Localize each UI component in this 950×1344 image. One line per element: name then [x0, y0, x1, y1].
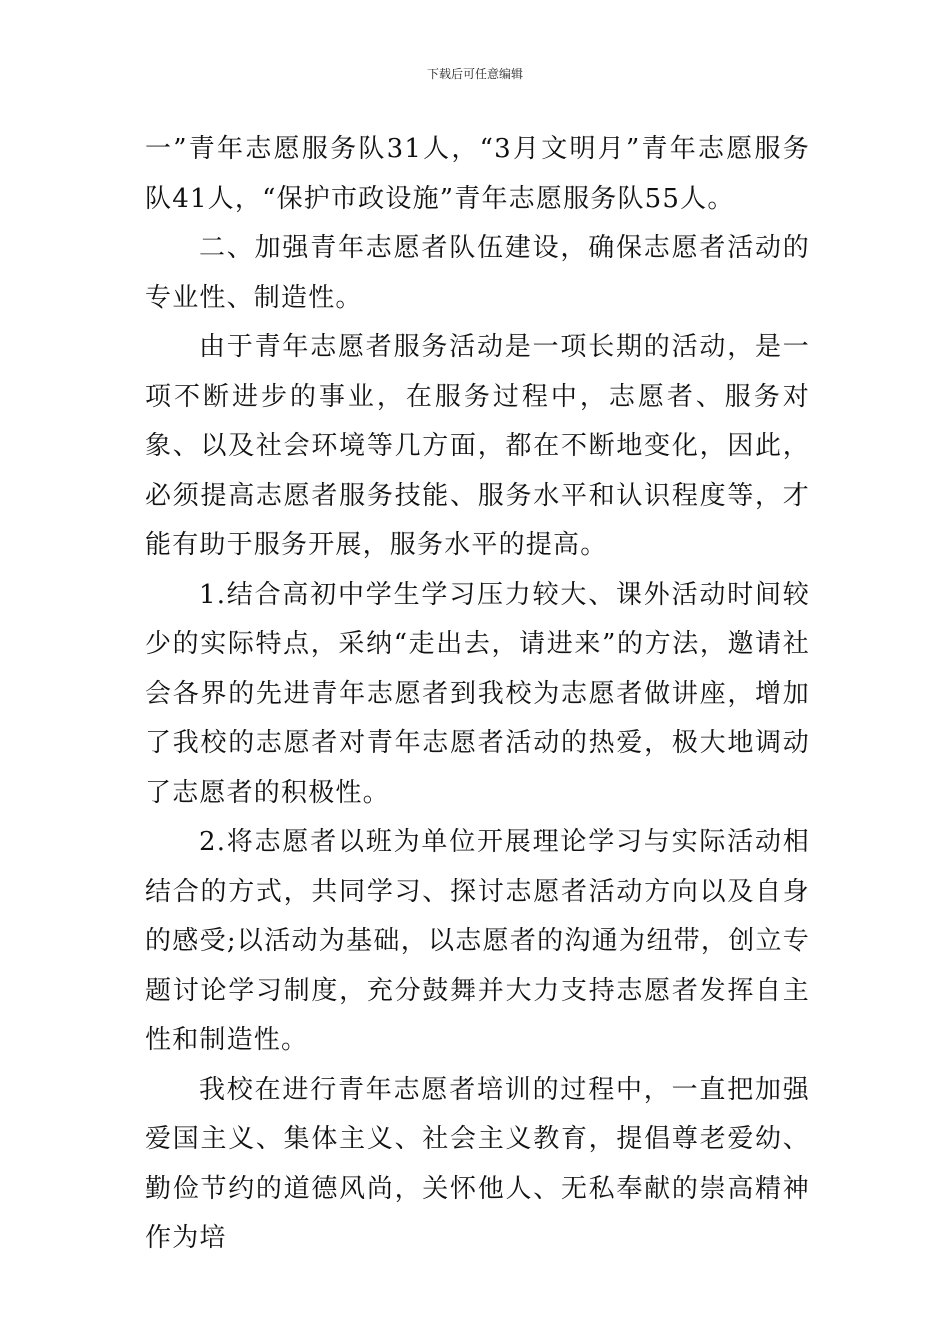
paragraph-4: 1.结合高初中学生学习压力较大、课外活动时间较少的实际特点，采纳“走出去，请进来”的方法，邀请社会各界的先进青年志愿者到我校为志愿者做讲座，增加了我校的志愿者对青年志愿者活动的热爱，极大地调动了志愿者的积极性。: [145, 579, 810, 808]
paragraph-5: 2.将志愿者以班为单位开展理论学习与实际活动相结合的方式，共同学习、探讨志愿者活动方向以及自身的感受;以活动为基础，以志愿者的沟通为纽带，创立专题讨论学习制度，充分鼓舞并大力支持志愿者发挥自主性和制造性。: [145, 827, 810, 1055]
body-text: [145, 125, 810, 1264]
header-note: 下载后可任意编辑: [426, 67, 523, 81]
paragraph-2: 二、加强青年志愿者队伍建设，确保志愿者活动的专业性、制造性。: [145, 233, 810, 313]
paragraph-1: 一”青年志愿服务队31人，“3月文明月”青年志愿服务队41人，“保护市政设施”青年志愿服务队55人。: [145, 134, 810, 214]
paragraph-3: 由于青年志愿者服务活动是一项长期的活动，是一项不断进步的事业，在服务过程中，志愿者、服务对象、以及社会环境等几方面，都在不断地变化，因此，必须提高志愿者服务技能、服务水平和认识程度等，才能有助于服务开展，服务水平的提高。: [145, 332, 810, 560]
paragraph-6: 我校在进行青年志愿者培训的过程中，一直把加强爱国主义、集体主义、社会主义教育，提倡尊老爱幼、勤俭节约的道德风尚，关怀他人、无私奉献的崇高精神作为培: [145, 1074, 810, 1253]
